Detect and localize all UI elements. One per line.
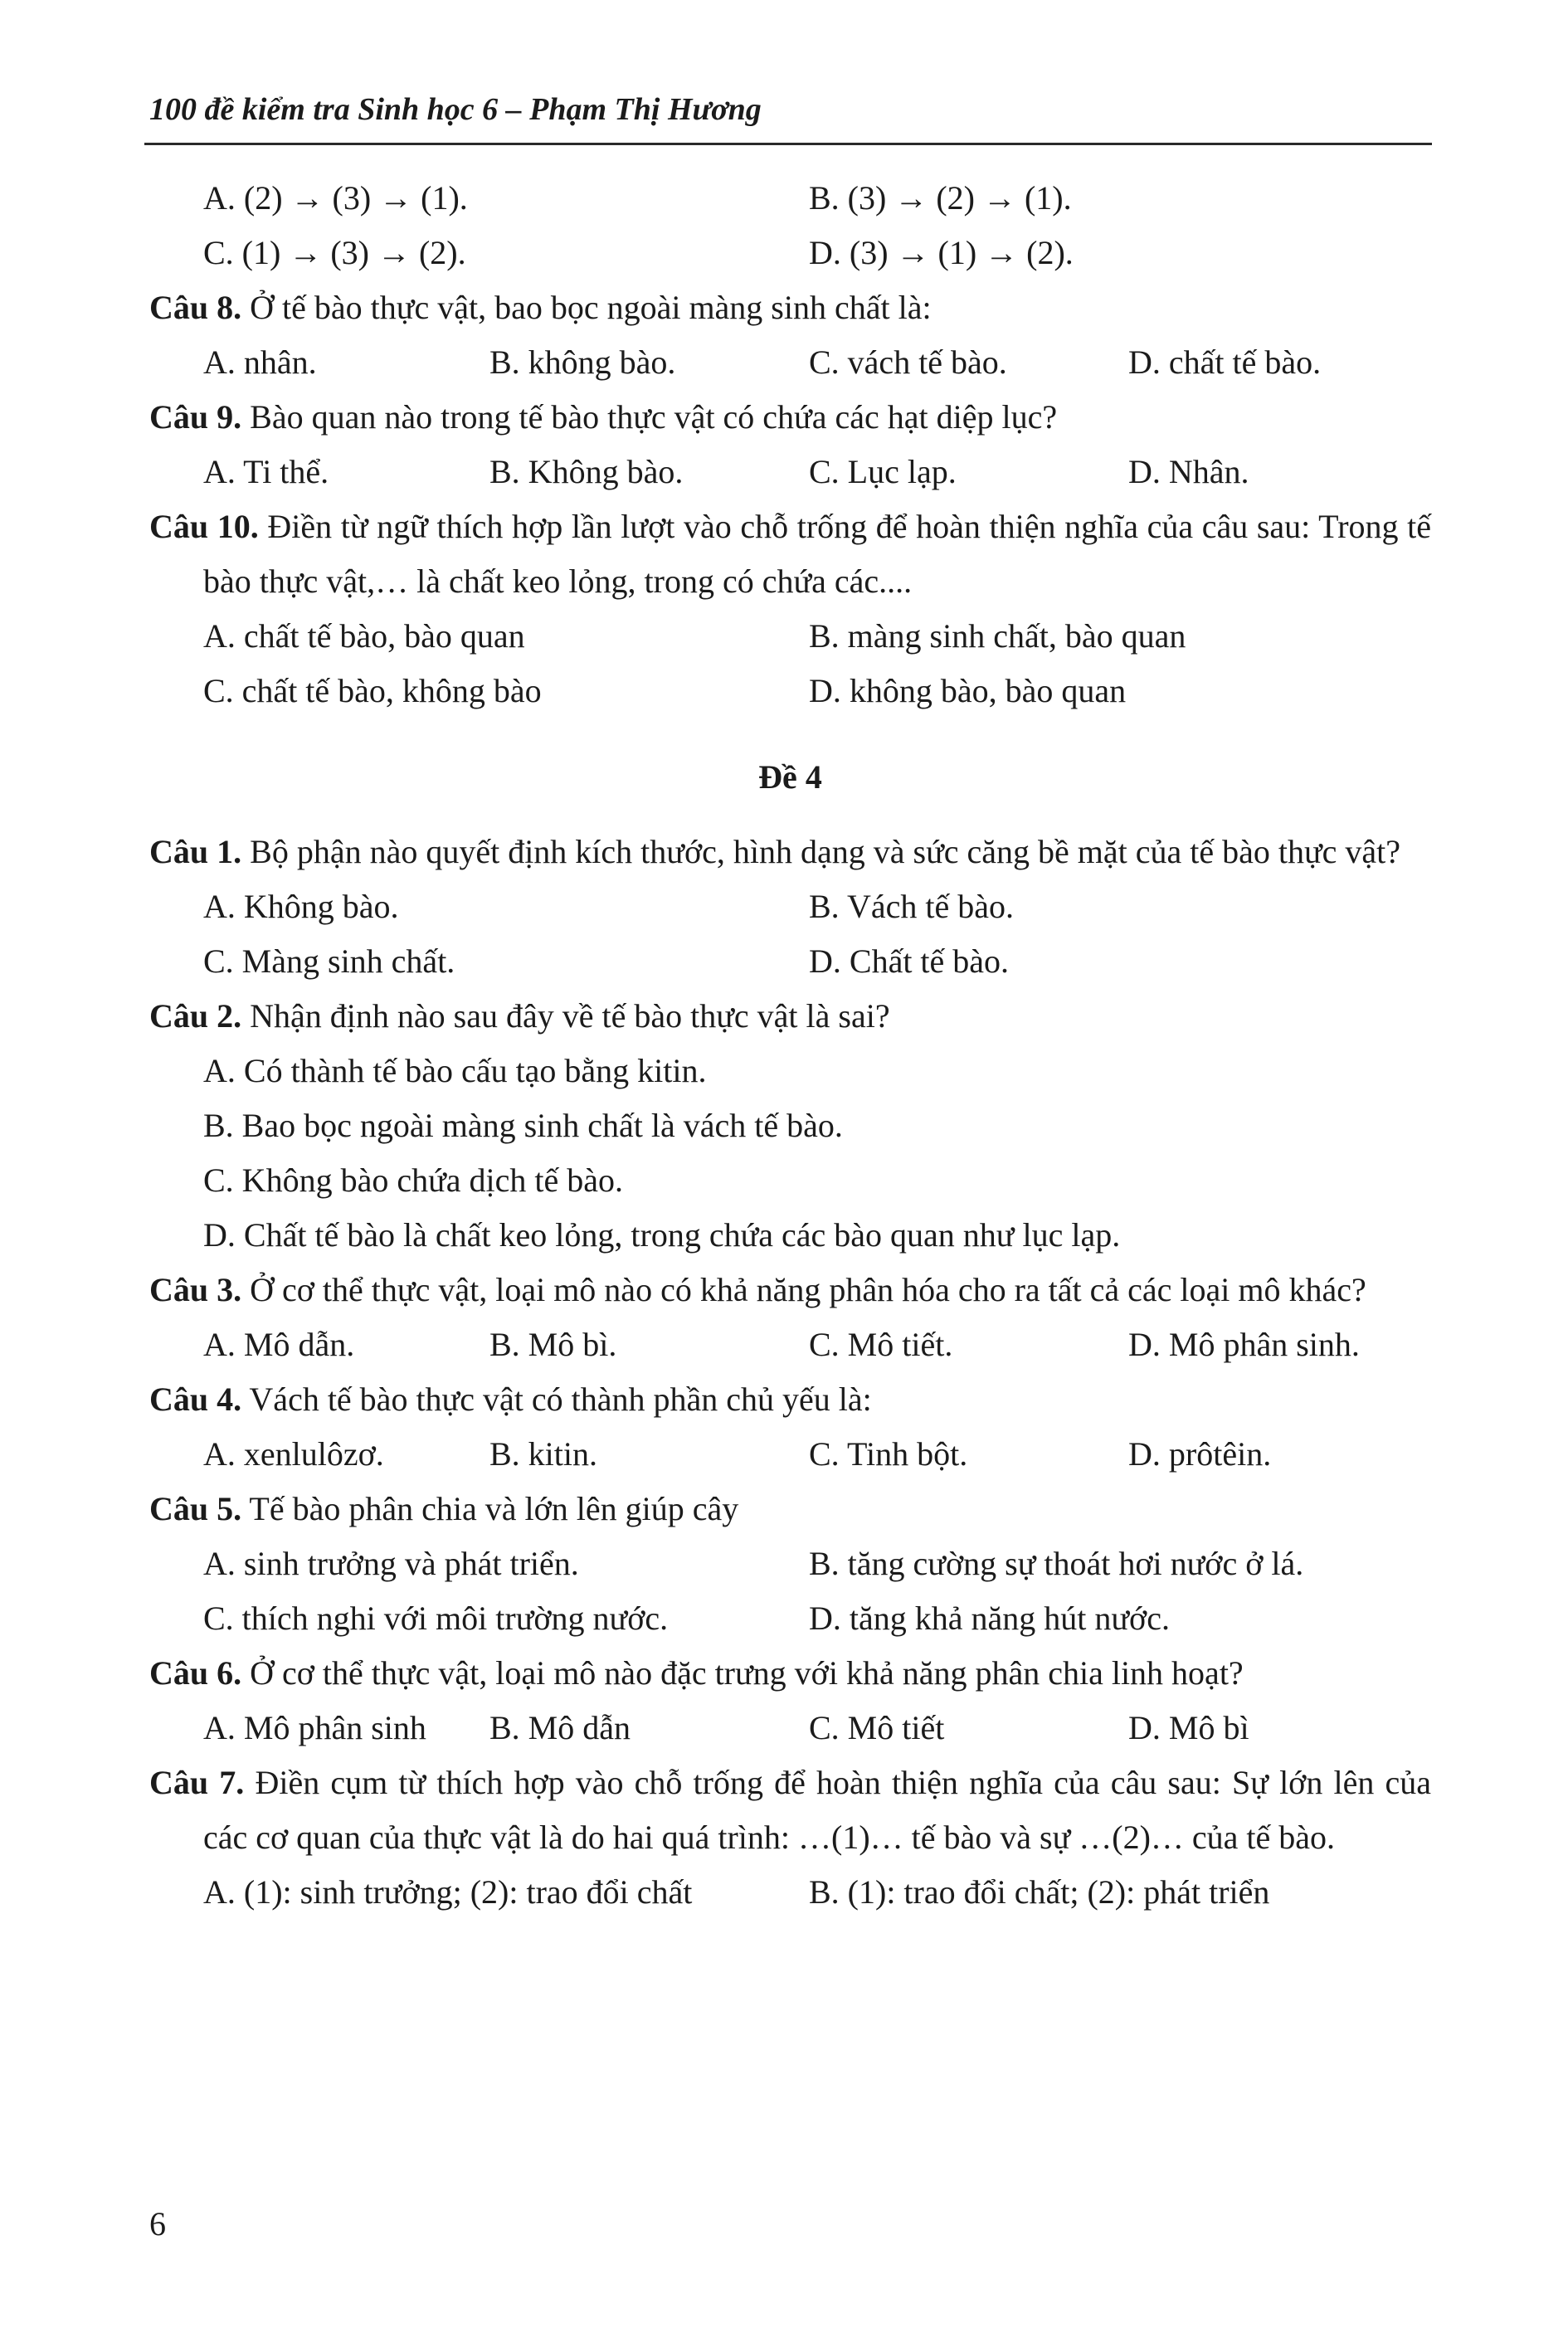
answer-option: C. Tinh bột. [809,1435,968,1473]
answer-option: C. (1) → (3) → (2). [203,234,466,271]
options-row [149,1153,1431,1208]
page-number: 6 [149,2205,166,2242]
question-paragraph [149,989,1431,1044]
question-paragraph [149,1372,1431,1427]
answer-option: A. (1): sinh trưởng; (2): trao đổi chất [203,1873,693,1911]
options-row [149,1427,1431,1482]
options-row [149,1208,1431,1263]
answer-option: C. thích nghi với môi trường nước. [203,1600,669,1637]
answer-option: A. sinh trưởng và phát triển. [203,1545,579,1582]
question-number: Câu 3. [149,1271,242,1308]
answer-option: D. tăng khả năng hút nước. [809,1600,1170,1637]
page-header [149,90,1431,129]
options-row [149,1701,1431,1755]
question-text: Ở tế bào thực vật, bao bọc ngoài màng sinh chất là: [250,289,932,326]
answer-option: D. Chất tế bào. [809,942,1010,980]
question-text: Điền từ ngữ thích hợp lần lượt vào chỗ trống để hoàn thiện nghĩa của câu sau: Trong tế bào thực vật,… là chất keo lỏng, trong có chứa các.... [203,508,1431,600]
question-paragraph [149,825,1431,879]
question-number: Câu 10. [149,508,259,545]
question-number: Câu 9. [149,398,242,436]
question-number: Câu 4. [149,1381,242,1418]
answer-option: B. Bao bọc ngoài màng sinh chất là vách tế bào. [203,1107,843,1144]
answer-option: C. Mô tiết [809,1709,945,1746]
options-row [149,879,1431,934]
question-paragraph [149,1646,1431,1701]
answer-option: B. tăng cường sự thoát hơi nước ở lá. [809,1545,1304,1582]
header-rule [144,143,1432,145]
answer-option: A. Ti thể. [203,453,329,490]
options-row [149,335,1431,390]
answer-option: C. vách tế bào. [809,343,1007,381]
answer-option: A. (2) → (3) → (1). [203,179,468,217]
answer-option: D. Mô bì [1128,1709,1249,1746]
answer-option: A. xenlulôzơ. [203,1435,384,1473]
options-row [149,609,1431,664]
answer-option: B. màng sinh chất, bào quan [809,617,1186,655]
answer-option: C. Lục lạp. [809,453,957,490]
answer-option: D. không bào, bào quan [809,672,1127,709]
question-text: Ở cơ thể thực vật, loại mô nào đặc trưng với khả năng phân chia linh hoạt? [250,1654,1244,1692]
options-row [149,171,1431,226]
options-row [149,1317,1431,1372]
options-row [149,1865,1431,1920]
answer-option: D. prôtêin. [1128,1435,1272,1473]
question-paragraph [149,1482,1431,1536]
answer-option: D. (3) → (1) → (2). [809,234,1074,271]
question-text: Ở cơ thể thực vật, loại mô nào có khả năng phân hóa cho ra tất cả các loại mô khác? [250,1271,1366,1308]
section-heading: Đề 4 [758,758,822,796]
question-paragraph [149,1755,1431,1865]
question-number: Câu 6. [149,1654,242,1692]
question-number: Câu 8. [149,289,242,326]
answer-option: C. Không bào chứa dịch tế bào. [203,1161,623,1199]
question-text: Tế bào phân chia và lớn lên giúp cây [249,1490,739,1527]
question-text: Nhận định nào sau đây về tế bào thực vật là sai? [250,997,890,1035]
answer-option: D. Mô phân sinh. [1128,1326,1360,1363]
answer-option: B. Mô bì. [489,1326,617,1363]
question-number: Câu 7. [149,1764,245,1801]
question-paragraph [149,1263,1431,1317]
answer-option: D. chất tế bào. [1128,343,1322,381]
question-text: Vách tế bào thực vật có thành phần chủ yếu là: [249,1381,872,1418]
page-footer [149,2197,166,2252]
answer-option: B. kitin. [489,1435,598,1473]
question-text: Bộ phận nào quyết định kích thước, hình dạng và sức căng bề mặt của tế bào thực vật? [250,833,1401,870]
header-title: 100 đề kiểm tra Sinh học 6 – Phạm Thị Hương [149,92,762,127]
question-number: Câu 5. [149,1490,242,1527]
answer-option: A. Mô phân sinh [203,1709,426,1746]
answer-option: C. Màng sinh chất. [203,942,455,980]
page-content [149,171,1431,1920]
answer-option: B. (3) → (2) → (1). [809,179,1072,217]
answer-option: B. không bào. [489,343,676,381]
answer-option: C. chất tế bào, không bào [203,672,542,709]
options-row [149,445,1431,499]
answer-option: A. Mô dẫn. [203,1326,355,1363]
options-row [149,934,1431,989]
answer-option: B. (1): trao đổi chất; (2): phát triển [809,1873,1270,1911]
answer-option: B. Vách tế bào. [809,888,1014,925]
options-row [149,1536,1431,1591]
question-number: Câu 1. [149,833,242,870]
answer-option: B. Không bào. [489,453,684,490]
options-row [149,1591,1431,1646]
answer-option: A. Có thành tế bào cấu tạo bằng kitin. [203,1052,707,1089]
answer-option: B. Mô dẫn [489,1709,631,1746]
options-row [149,664,1431,718]
options-row [149,1044,1431,1098]
answer-option: C. Mô tiết. [809,1326,953,1363]
answer-option: A. Không bào. [203,888,399,925]
question-text: Bào quan nào trong tế bào thực vật có chứa các hạt diệp lục? [250,398,1058,436]
options-row [149,226,1431,280]
question-number: Câu 2. [149,997,242,1035]
question-paragraph [149,390,1431,445]
question-paragraph [149,280,1431,335]
question-text: Điền cụm từ thích hợp vào chỗ trống để hoàn thiện nghĩa của câu sau: Sự lớn lên của các cơ quan của thực vật là do hai quá trình: …(1)… tế bào và sự …(2)… của tế bào. [203,1764,1432,1856]
answer-option: A. chất tế bào, bào quan [203,617,525,655]
answer-option: D. Chất tế bào là chất keo lỏng, trong chứa các bào quan như lục lạp. [203,1216,1121,1254]
answer-option: D. Nhân. [1128,453,1249,490]
options-row [149,1098,1431,1153]
answer-option: A. nhân. [203,343,317,381]
question-paragraph [149,499,1431,609]
